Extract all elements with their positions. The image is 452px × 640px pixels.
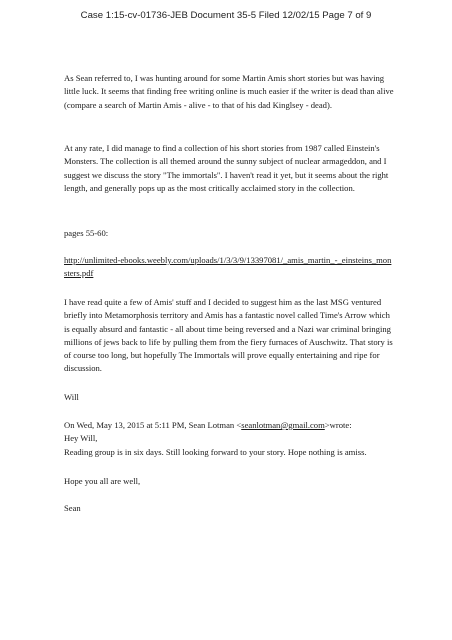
pages-reference [64,227,394,240]
pages-text: pages 55-60: [64,228,109,238]
paragraph-story-suggestion [64,142,394,195]
quoted-header [64,419,394,446]
paragraph-author-rationale [64,296,394,376]
quoted-greeting: Hey Will, [64,433,98,444]
signoff-text: Will [64,392,79,402]
quoted-closing-text: Hope you all are well, [64,476,141,486]
quoted-intro [64,419,394,432]
signoff-will [64,391,394,404]
quoted-signature-text: Sean [64,503,81,513]
quoted-intro-suffix: >wrote: [324,420,352,430]
quoted-intro-prefix: On Wed, May 13, 2015 at 5:11 PM, Sean Lotman < [64,420,242,430]
paragraph-text: As Sean referred to, I was hunting around for some Martin Amis short stories but was having little luck. It seems that finding free writing online is much easier if the writer is dead than alive (compare a search of Martin Amis - alive - to that of his dad Kinglsey - dead). [64,73,394,110]
paragraph-text: I have read quite a few of Amis' stuff and I decided to suggest him as the last MSG ventured briefly into Metamorphosis territory and Amis has a fantastic novel called Time's Arrow which is equally absurd and fantastic - all about time being reversed and a Nazi war criminal bringing millions of jews back to life by pulling them from the fiery furnaces of Auschwitz. That story is of course too long, but hopefully The Immortals will prove equally entertaining and ripe for discussion. [64,297,393,374]
quoted-body-text: Reading group is in six days. Still looking forward to your story. Hope nothing is amiss. [64,447,367,457]
paragraph-search-context [64,72,394,112]
sender-email-link[interactable]: seanlotman@gmail.com [241,420,325,430]
case-header: Case 1:15-cv-01736-JEB Document 35-5 Filed 12/02/15 Page 7 of 9 [80,10,372,21]
ebook-link[interactable]: http://unlimited-ebooks.weebly.com/uploads/1/3/3/9/13397081/_amis_martin_-_einsteins_monsters.pdf [64,255,392,279]
quoted-closing [64,475,394,488]
ebook-link-block [64,254,394,281]
paragraph-text: At any rate, I did manage to find a collection of his short stories from 1987 called Einstein's Monsters. The collection is all themed around the sunny subject of nuclear armageddon, and I suggest we discuss the story "The immortals". I haven't read it yet, but it seems about the right length, and generally pops up as the most critically acclaimed story in the collection. [64,143,389,193]
quoted-signature [64,502,394,515]
quoted-body [64,446,394,459]
